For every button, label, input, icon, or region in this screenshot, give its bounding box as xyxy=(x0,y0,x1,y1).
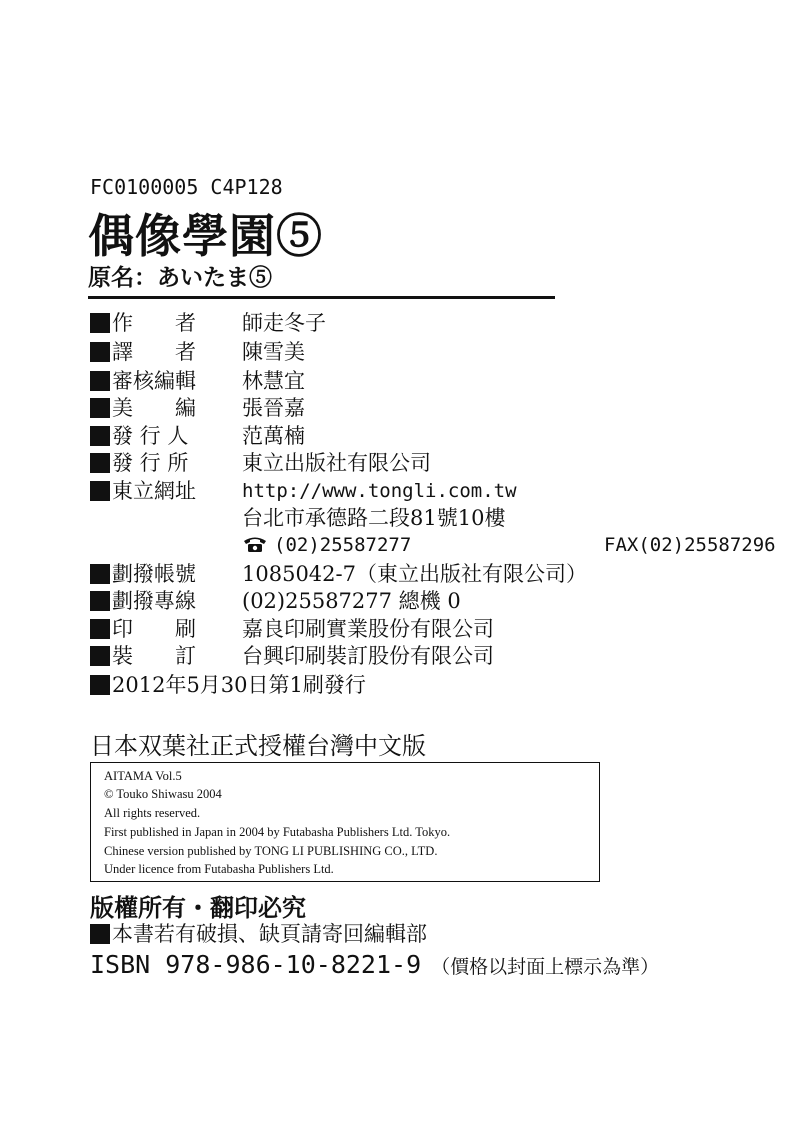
license-line: © Touko Shiwasu 2004 xyxy=(104,787,222,801)
black-square-icon xyxy=(90,619,110,639)
fax-number: FAX(02)25587296 xyxy=(604,534,776,556)
book-title: 偶像學園⑤ xyxy=(88,209,323,263)
black-square-icon xyxy=(90,313,110,333)
copyright-notice: 版權所有・翻印必究 xyxy=(90,893,306,922)
authorization-statement: 日本双葉社正式授權台灣中文版 xyxy=(90,732,426,760)
black-square-icon xyxy=(90,426,110,446)
black-square-icon xyxy=(90,675,110,695)
license-line: All rights reserved. xyxy=(104,806,201,820)
license-line: AITAMA Vol.5 xyxy=(104,769,182,783)
black-square-icon xyxy=(90,453,110,473)
license-box xyxy=(90,762,600,882)
black-square-icon xyxy=(90,564,110,584)
black-square-icon xyxy=(90,371,110,391)
black-square-icon xyxy=(90,481,110,501)
website-link[interactable]: http://www.tongli.com.tw xyxy=(242,480,517,502)
black-square-icon xyxy=(90,342,110,362)
telephone-icon xyxy=(242,535,268,553)
isbn-number: ISBN 978-986-10-8221-9 xyxy=(90,950,422,979)
price-note: （價格以封面上標示為準） xyxy=(431,956,660,978)
product-code: FC0100005 C4P128 xyxy=(90,175,283,199)
black-square-icon xyxy=(90,646,110,666)
license-line: First published in Japan in 2004 by Futabasha Publishers Ltd. Tokyo. xyxy=(104,825,451,839)
license-line: Chinese version published by TONG LI PUBLISHING CO., LTD. xyxy=(104,844,438,858)
isbn xyxy=(90,950,659,979)
phone-number: (02)25587277 xyxy=(274,534,412,556)
title-divider xyxy=(88,296,555,299)
license-line: Under licence from Futabasha Publishers Ltd. xyxy=(104,862,334,876)
black-square-icon xyxy=(90,924,110,944)
black-square-icon xyxy=(90,398,110,418)
black-square-icon xyxy=(90,591,110,611)
damage-notice: 本書若有破損、缺頁請寄回編輯部 xyxy=(90,918,427,948)
original-title: 原名：あいたま⑤ xyxy=(88,264,272,291)
